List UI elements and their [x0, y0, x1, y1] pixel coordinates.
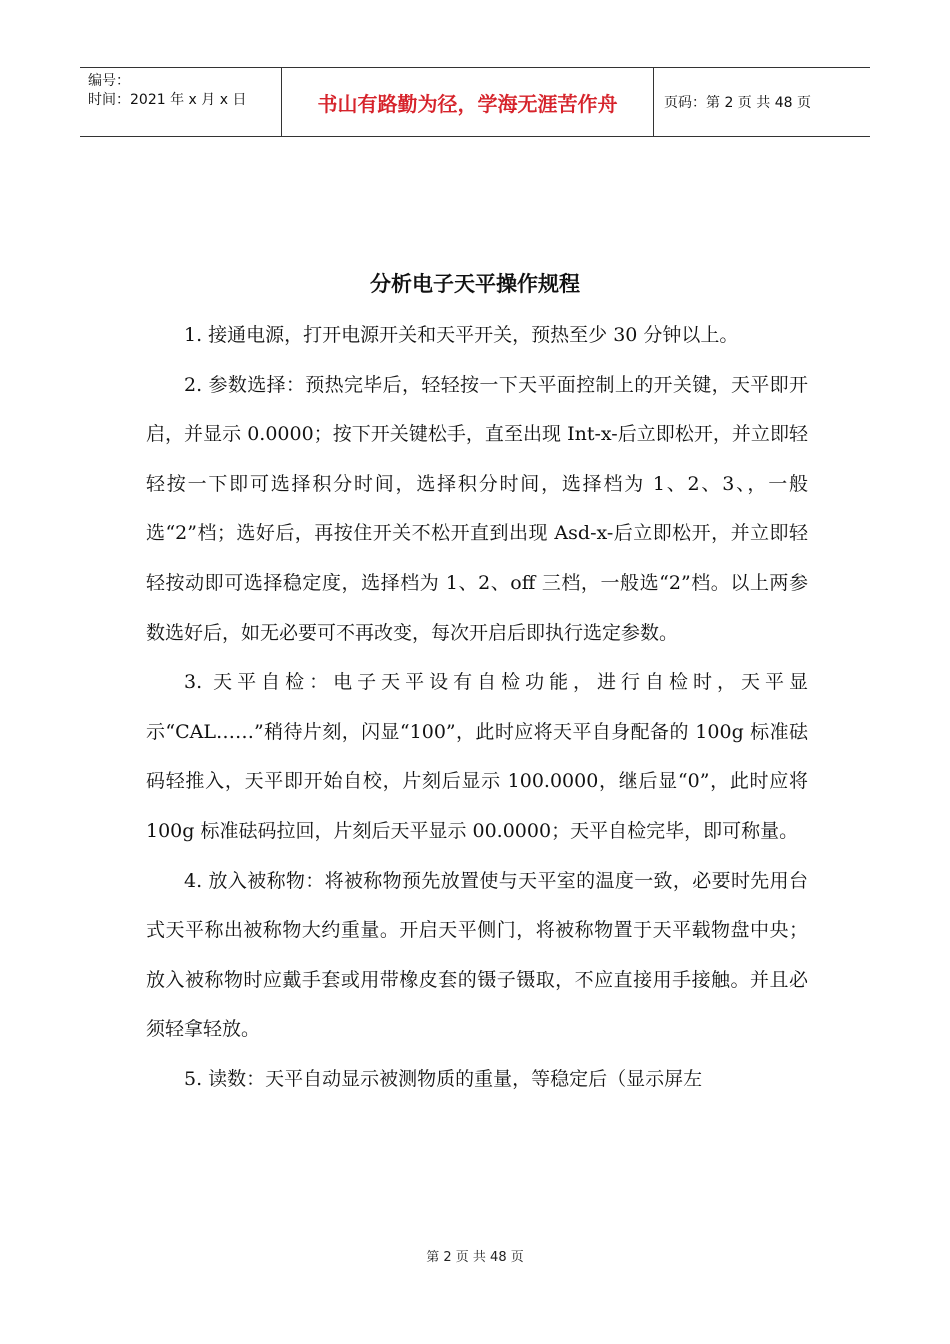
paragraph-1: 1. 接通电源，打开电源开关和天平开关，预热至少 30 分钟以上。: [184, 324, 739, 346]
paragraph-2: 2. 参数选择：预热完毕后，轻轻按一下天平面控制上的开关键，天平即开启，并显示 0.0000；按下开关键松手，直至出现 Int-x-后立即松开，并立即轻轻按一下即可选择积分时间，选择积分时间，选择档为 1、2、3、，一般选“2”档；选好后，再按住开关不松开直到出现 Asd-x-后立即松开，并立即轻轻按动即可选择稳定度，选择档为 1、2、off 三档，一般选“2”档。以上两参数选好后，如无必要可不再改变，每次开启后即执行选定参数。: [146, 373, 808, 644]
paragraph-5: 5. 读数：天平自动显示被测物质的重量，等稳定后（显示屏左: [184, 1067, 703, 1090]
document-title: 分析电子天平操作规程: [370, 272, 580, 296]
document-date: 时间：2021 年 x 月 x 日: [88, 92, 247, 108]
header-meta-cell: [80, 68, 282, 136]
page-footer: 第 2 页 共 48 页: [426, 1250, 524, 1265]
paragraph-3: 3. 天平自检：电子天平设有自检功能，进行自检时，天平显示“CAL……”稍待片刻，闪显“100”，此时应将天平自身配备的 100g 标准砝码轻推入，天平即开始自校，片刻后显示 100.0000，继后显“0”，此时应将 100g 标准砝码拉回，片刻后天平显示 00.0000；天平自检完毕，即可称量。: [146, 671, 808, 842]
header-page-cell: [654, 68, 870, 136]
header-table: [80, 67, 870, 137]
header-motto-cell: [282, 68, 654, 136]
paragraph-4: 4. 放入被称物：将被称物预先放置使与天平室的温度一致，必要时先用台式天平称出被称物大约重量。开启天平侧门，将被称物置于天平载物盘中央；放入被称物时应戴手套或用带橡皮套的镊子镊取，不应直接用手接触。并且必须轻拿轻放。: [146, 869, 808, 1041]
document-body: [146, 311, 808, 1105]
motto-text: 书山有路勤为径，学海无涯苦作舟: [317, 91, 618, 116]
header-page-info: 页码：第 2 页 共 48 页: [664, 95, 811, 111]
document-number-label: 编号：: [88, 73, 130, 89]
